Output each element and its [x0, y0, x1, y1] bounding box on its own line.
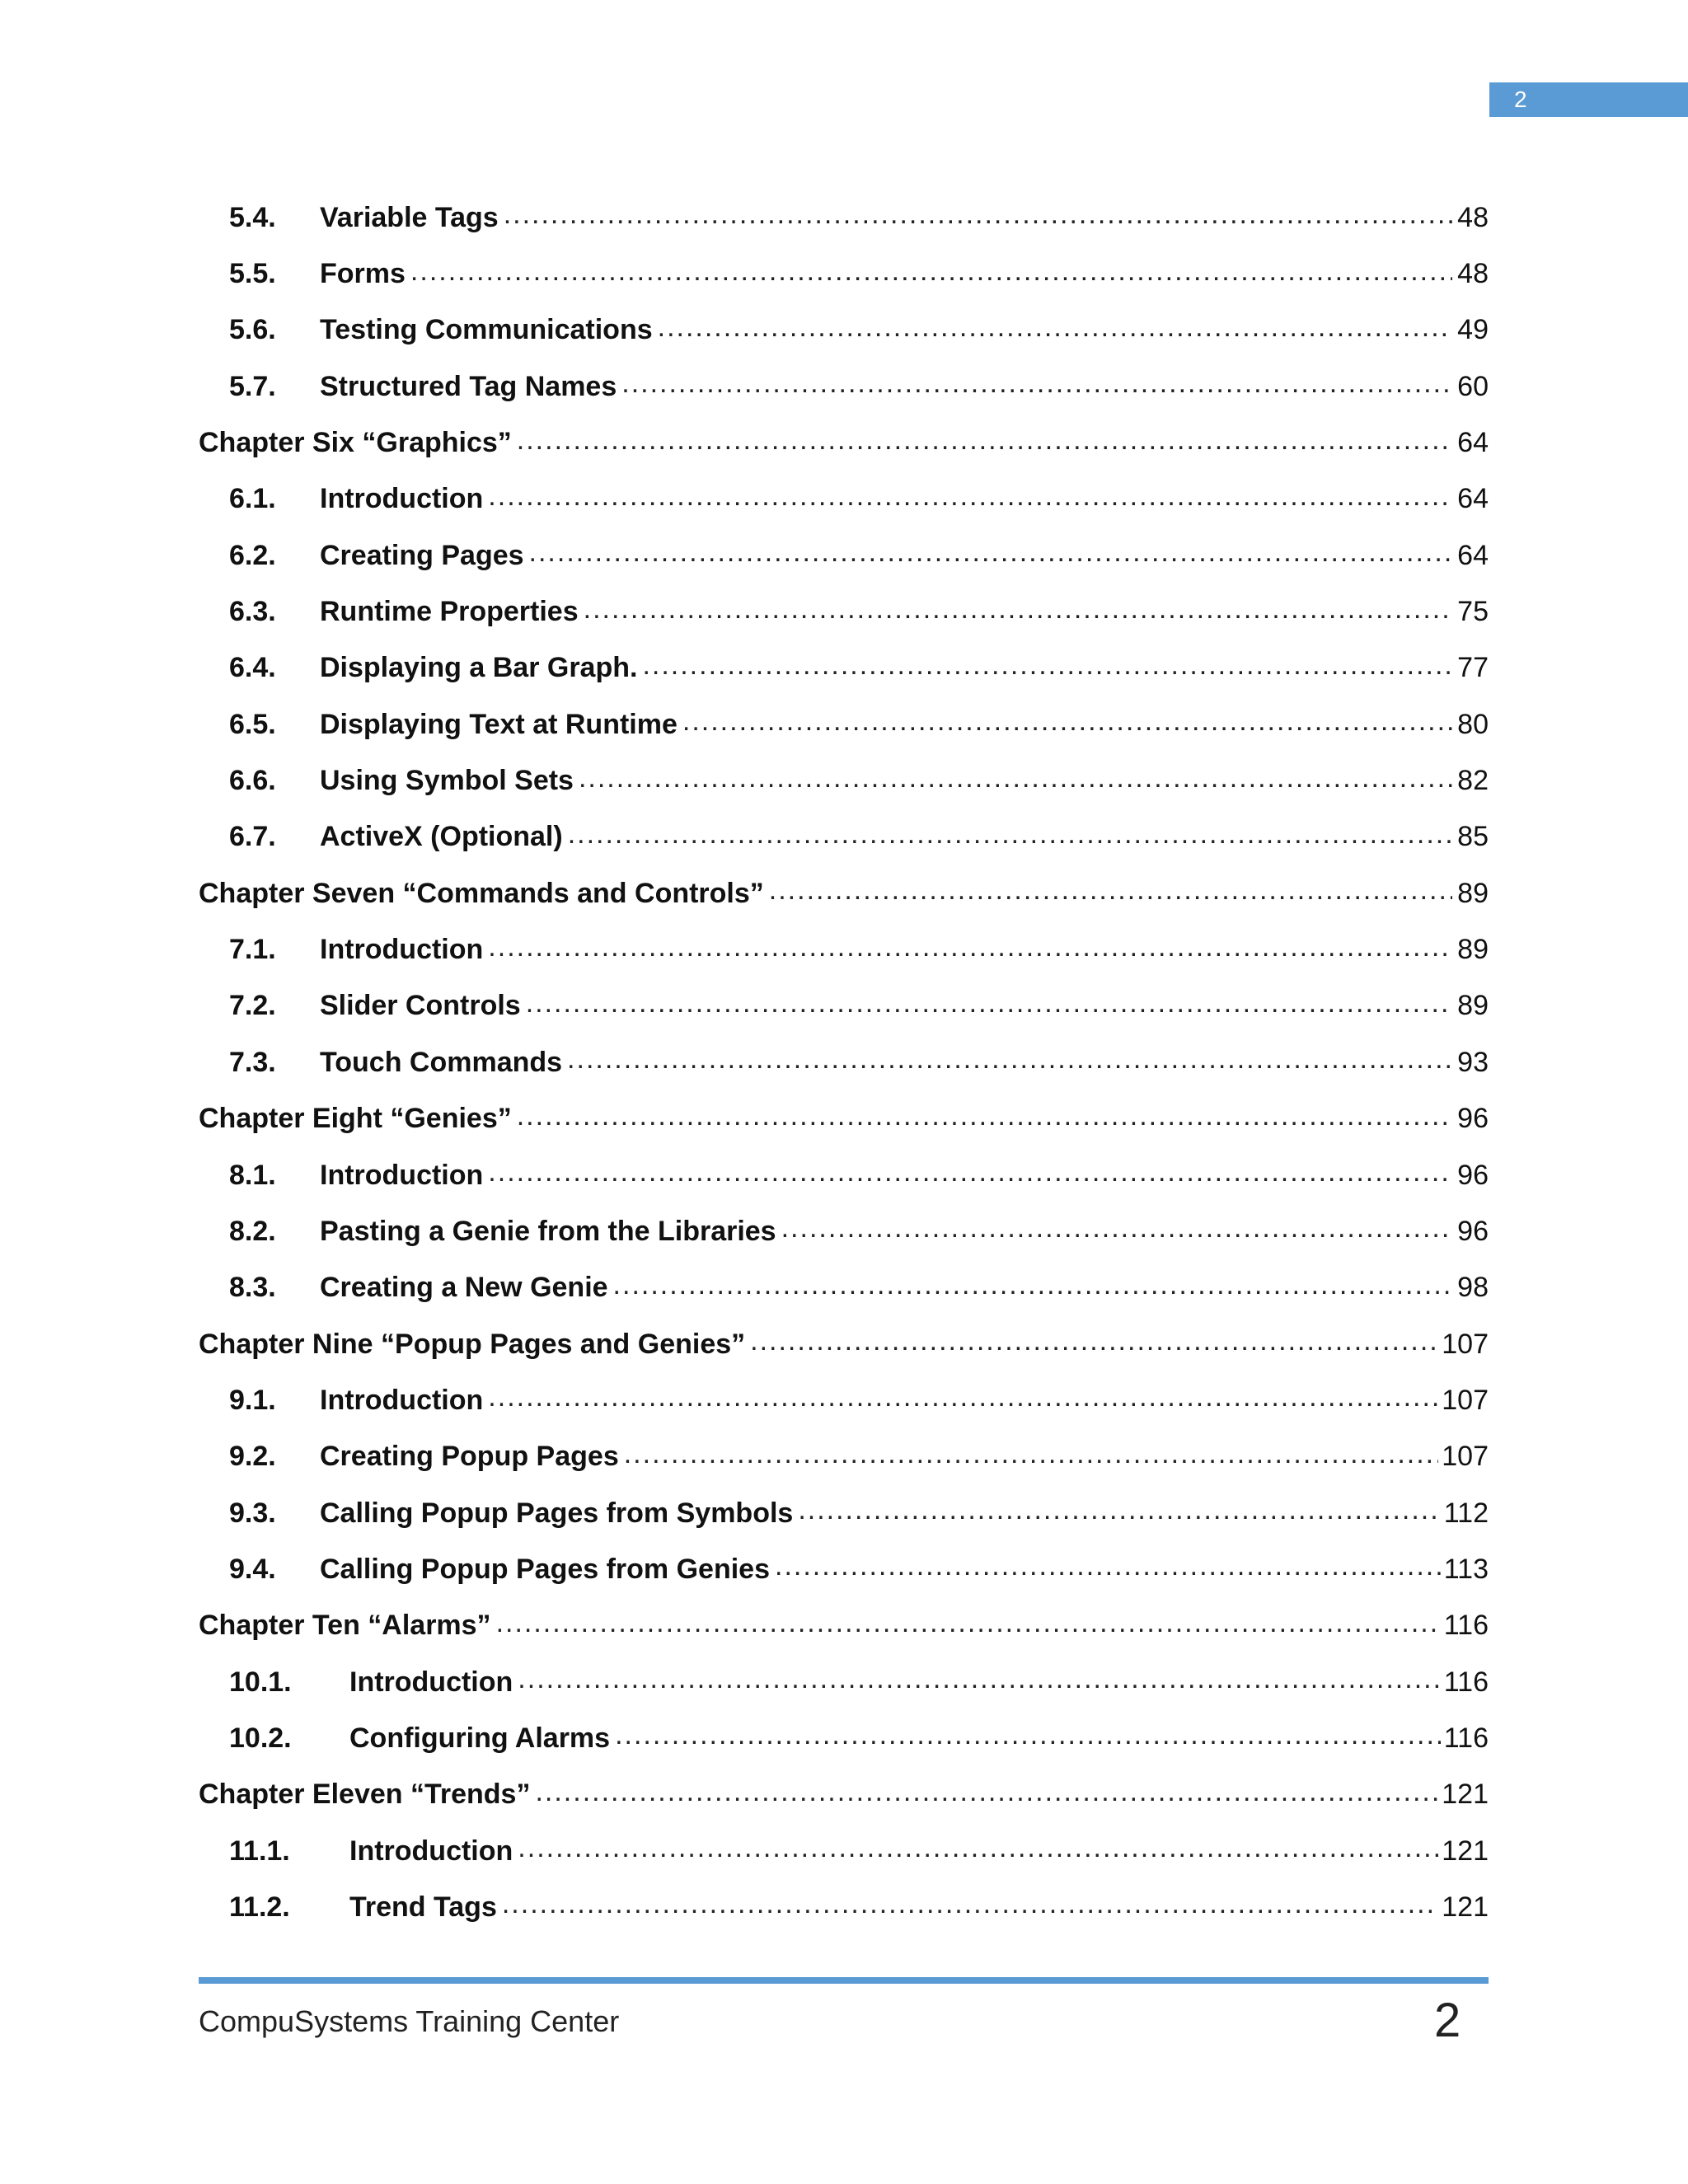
toc-entry-page: 116 — [1443, 1610, 1489, 1642]
toc-dot-leader — [410, 257, 1452, 285]
toc-entry-page: 93 — [1457, 1046, 1489, 1078]
toc-entry-page: 116 — [1443, 1722, 1489, 1754]
toc-entry-page: 89 — [1457, 990, 1489, 1022]
toc-entry-number: 6.5. — [229, 708, 276, 740]
toc-entry-page: 64 — [1457, 427, 1489, 459]
toc-entry-number: 7.2. — [229, 990, 276, 1022]
toc-entry-page: 82 — [1457, 765, 1489, 797]
toc-entry-title: Introduction — [349, 1835, 513, 1867]
toc-entry-number: 9.1. — [229, 1384, 276, 1416]
toc-entry-number: 6.3. — [229, 596, 276, 628]
toc-dot-leader — [518, 1665, 1440, 1693]
toc-dot-leader — [504, 200, 1452, 228]
toc-section-entry[interactable] — [199, 1260, 1489, 1316]
toc-chapter-entry[interactable] — [199, 415, 1489, 471]
toc-dot-leader — [488, 1383, 1438, 1411]
toc-entry-number: 8.2. — [229, 1215, 276, 1247]
toc-entry-title: Displaying a Bar Graph. — [320, 652, 638, 684]
toc-entry-number: 11.1. — [229, 1835, 290, 1867]
toc-entry-title: Introduction — [320, 1384, 484, 1416]
toc-entry-number: 8.3. — [229, 1272, 276, 1304]
toc-entry-page: 116 — [1443, 1666, 1489, 1698]
toc-dot-leader — [750, 1327, 1438, 1355]
toc-dot-leader — [682, 707, 1452, 735]
toc-entry-number: 6.1. — [229, 483, 276, 515]
toc-entry-title: Introduction — [320, 1159, 484, 1191]
toc-section-entry[interactable] — [199, 1879, 1489, 1935]
toc-section-entry[interactable] — [199, 978, 1489, 1034]
toc-section-entry[interactable] — [199, 1541, 1489, 1597]
toc-entry-page: 112 — [1443, 1497, 1489, 1529]
toc-entry-number: 9.4. — [229, 1553, 276, 1585]
toc-entry-page: 64 — [1457, 539, 1489, 571]
toc-dot-leader — [613, 1271, 1452, 1299]
toc-entry-number: 11.2. — [229, 1891, 290, 1923]
toc-entry-title: Calling Popup Pages from Symbols — [320, 1497, 794, 1529]
toc-entry-page: 107 — [1442, 1441, 1489, 1473]
toc-dot-leader — [502, 1890, 1438, 1918]
toc-dot-leader — [775, 1552, 1441, 1580]
toc-section-entry[interactable] — [199, 190, 1489, 246]
toc-entry-title: Displaying Text at Runtime — [320, 708, 678, 740]
toc-section-entry[interactable] — [199, 1485, 1489, 1541]
toc-entry-number: 10.2. — [229, 1722, 292, 1754]
toc-section-entry[interactable] — [199, 471, 1489, 527]
toc-section-entry[interactable] — [199, 752, 1489, 808]
toc-section-entry[interactable] — [199, 1147, 1489, 1203]
footer-title: CompuSystems Training Center — [199, 2004, 620, 2038]
toc-entry-page: 121 — [1442, 1835, 1489, 1867]
toc-entry-title: Forms — [320, 258, 406, 290]
toc-entry-page: 75 — [1457, 596, 1489, 628]
toc-entry-page: 98 — [1457, 1272, 1489, 1304]
toc-entry-title: Chapter Ten “Alarms” — [199, 1610, 491, 1642]
toc-entry-title: Chapter Six “Graphics” — [199, 427, 512, 459]
toc-dot-leader — [798, 1496, 1440, 1524]
toc-section-entry[interactable] — [199, 640, 1489, 696]
toc-section-entry[interactable] — [199, 1654, 1489, 1710]
header-page-number: 2 — [1489, 82, 1688, 117]
toc-dot-leader — [624, 1440, 1439, 1468]
toc-entry-title: Introduction — [349, 1666, 513, 1698]
toc-dot-leader — [769, 876, 1452, 904]
toc-section-entry[interactable] — [199, 1429, 1489, 1485]
toc-entry-title: Testing Communications — [320, 314, 653, 346]
toc-entry-title: Creating Popup Pages — [320, 1441, 619, 1473]
toc-dot-leader — [517, 426, 1452, 454]
toc-section-entry[interactable] — [199, 921, 1489, 977]
toc-chapter-entry[interactable] — [199, 1091, 1489, 1147]
toc-section-entry[interactable] — [199, 527, 1489, 583]
toc-entry-page: 113 — [1443, 1553, 1489, 1585]
toc-entry-number: 5.7. — [229, 370, 276, 402]
toc-section-entry[interactable] — [199, 246, 1489, 302]
toc-entry-page: 121 — [1442, 1891, 1489, 1923]
toc-entry-title: Pasting a Genie from the Libraries — [320, 1215, 776, 1247]
toc-chapter-entry[interactable] — [199, 1316, 1489, 1372]
toc-entry-title: Introduction — [320, 483, 484, 515]
toc-entry-title: Runtime Properties — [320, 596, 579, 628]
toc-entry-number: 9.3. — [229, 1497, 276, 1529]
toc-entry-page: 96 — [1457, 1159, 1489, 1191]
toc-section-entry[interactable] — [199, 302, 1489, 359]
toc-entry-number: 10.1. — [229, 1666, 292, 1698]
toc-dot-leader — [535, 1778, 1438, 1806]
toc-section-entry[interactable] — [199, 1710, 1489, 1766]
toc-dot-leader — [584, 595, 1452, 623]
toc-chapter-entry[interactable] — [199, 865, 1489, 921]
toc-entry-title: Creating a New Genie — [320, 1272, 608, 1304]
toc-entry-number: 6.2. — [229, 539, 276, 571]
toc-entry-number: 7.3. — [229, 1046, 276, 1078]
toc-entry-title: Variable Tags — [320, 201, 499, 233]
toc-entry-title: Chapter Eight “Genies” — [199, 1103, 512, 1135]
toc-chapter-entry[interactable] — [199, 1598, 1489, 1654]
toc-dot-leader — [488, 933, 1452, 961]
toc-dot-leader — [567, 1045, 1452, 1073]
toc-entry-page: 121 — [1442, 1779, 1489, 1811]
toc-dot-leader — [518, 1834, 1438, 1862]
toc-entry-title: ActiveX (Optional) — [320, 821, 563, 853]
toc-entry-title: Chapter Eleven “Trends” — [199, 1779, 531, 1811]
toc-entry-number: 6.4. — [229, 652, 276, 684]
toc-entry-page: 80 — [1457, 708, 1489, 740]
toc-entry-title: Introduction — [320, 934, 484, 966]
toc-section-entry[interactable] — [199, 583, 1489, 640]
toc-entry-number: 8.1. — [229, 1159, 276, 1191]
footer-page-number: 2 — [1434, 1994, 1461, 2047]
table-of-contents — [199, 190, 1489, 1936]
toc-entry-page: 48 — [1457, 258, 1489, 290]
toc-entry-title: Calling Popup Pages from Genies — [320, 1553, 770, 1585]
toc-section-entry[interactable] — [199, 696, 1489, 752]
toc-entry-page: 107 — [1442, 1328, 1489, 1360]
toc-section-entry[interactable] — [199, 809, 1489, 865]
toc-entry-title: Creating Pages — [320, 539, 524, 571]
toc-entry-page: 89 — [1457, 934, 1489, 966]
toc-entry-title: Touch Commands — [320, 1046, 563, 1078]
toc-section-entry[interactable] — [199, 1823, 1489, 1879]
toc-entry-number: 9.2. — [229, 1441, 276, 1473]
toc-entry-number: 5.6. — [229, 314, 276, 346]
toc-dot-leader — [579, 764, 1452, 792]
toc-section-entry[interactable] — [199, 1203, 1489, 1259]
toc-dot-leader — [488, 1158, 1452, 1186]
toc-entry-number: 5.5. — [229, 258, 276, 290]
toc-entry-title: Chapter Nine “Popup Pages and Genies” — [199, 1328, 746, 1360]
toc-entry-page: 89 — [1457, 877, 1489, 909]
toc-entry-page: 85 — [1457, 821, 1489, 853]
toc-entry-page: 49 — [1457, 314, 1489, 346]
toc-dot-leader — [488, 482, 1452, 510]
toc-dot-leader — [615, 1721, 1441, 1749]
toc-dot-leader — [621, 369, 1452, 397]
toc-entry-page: 48 — [1457, 201, 1489, 233]
toc-entry-title: Slider Controls — [320, 990, 521, 1022]
toc-entry-page: 96 — [1457, 1215, 1489, 1247]
toc-entry-title: Trend Tags — [349, 1891, 497, 1923]
toc-entry-page: 60 — [1457, 370, 1489, 402]
toc-dot-leader — [568, 820, 1452, 848]
toc-entry-number: 6.7. — [229, 821, 276, 853]
toc-dot-leader — [526, 989, 1452, 1017]
toc-section-entry[interactable] — [199, 1372, 1489, 1428]
toc-entry-page: 64 — [1457, 483, 1489, 515]
toc-chapter-entry[interactable] — [199, 1767, 1489, 1823]
toc-section-entry[interactable] — [199, 1034, 1489, 1090]
toc-dot-leader — [517, 1102, 1452, 1130]
toc-entry-number: 5.4. — [229, 201, 276, 233]
toc-entry-page: 77 — [1457, 652, 1489, 684]
toc-entry-title: Configuring Alarms — [349, 1722, 611, 1754]
footer-divider — [199, 1977, 1489, 1984]
toc-entry-page: 96 — [1457, 1103, 1489, 1135]
toc-dot-leader — [781, 1214, 1452, 1242]
toc-dot-leader — [642, 651, 1452, 679]
toc-entry-page: 107 — [1442, 1384, 1489, 1416]
toc-dot-leader — [496, 1609, 1441, 1637]
toc-section-entry[interactable] — [199, 359, 1489, 415]
toc-entry-title: Chapter Seven “Commands and Controls” — [199, 877, 764, 909]
toc-entry-number: 7.1. — [229, 934, 276, 966]
toc-entry-title: Using Symbol Sets — [320, 765, 574, 797]
toc-entry-number: 6.6. — [229, 765, 276, 797]
toc-dot-leader — [658, 313, 1452, 341]
toc-dot-leader — [529, 538, 1452, 566]
toc-entry-title: Structured Tag Names — [320, 370, 617, 402]
